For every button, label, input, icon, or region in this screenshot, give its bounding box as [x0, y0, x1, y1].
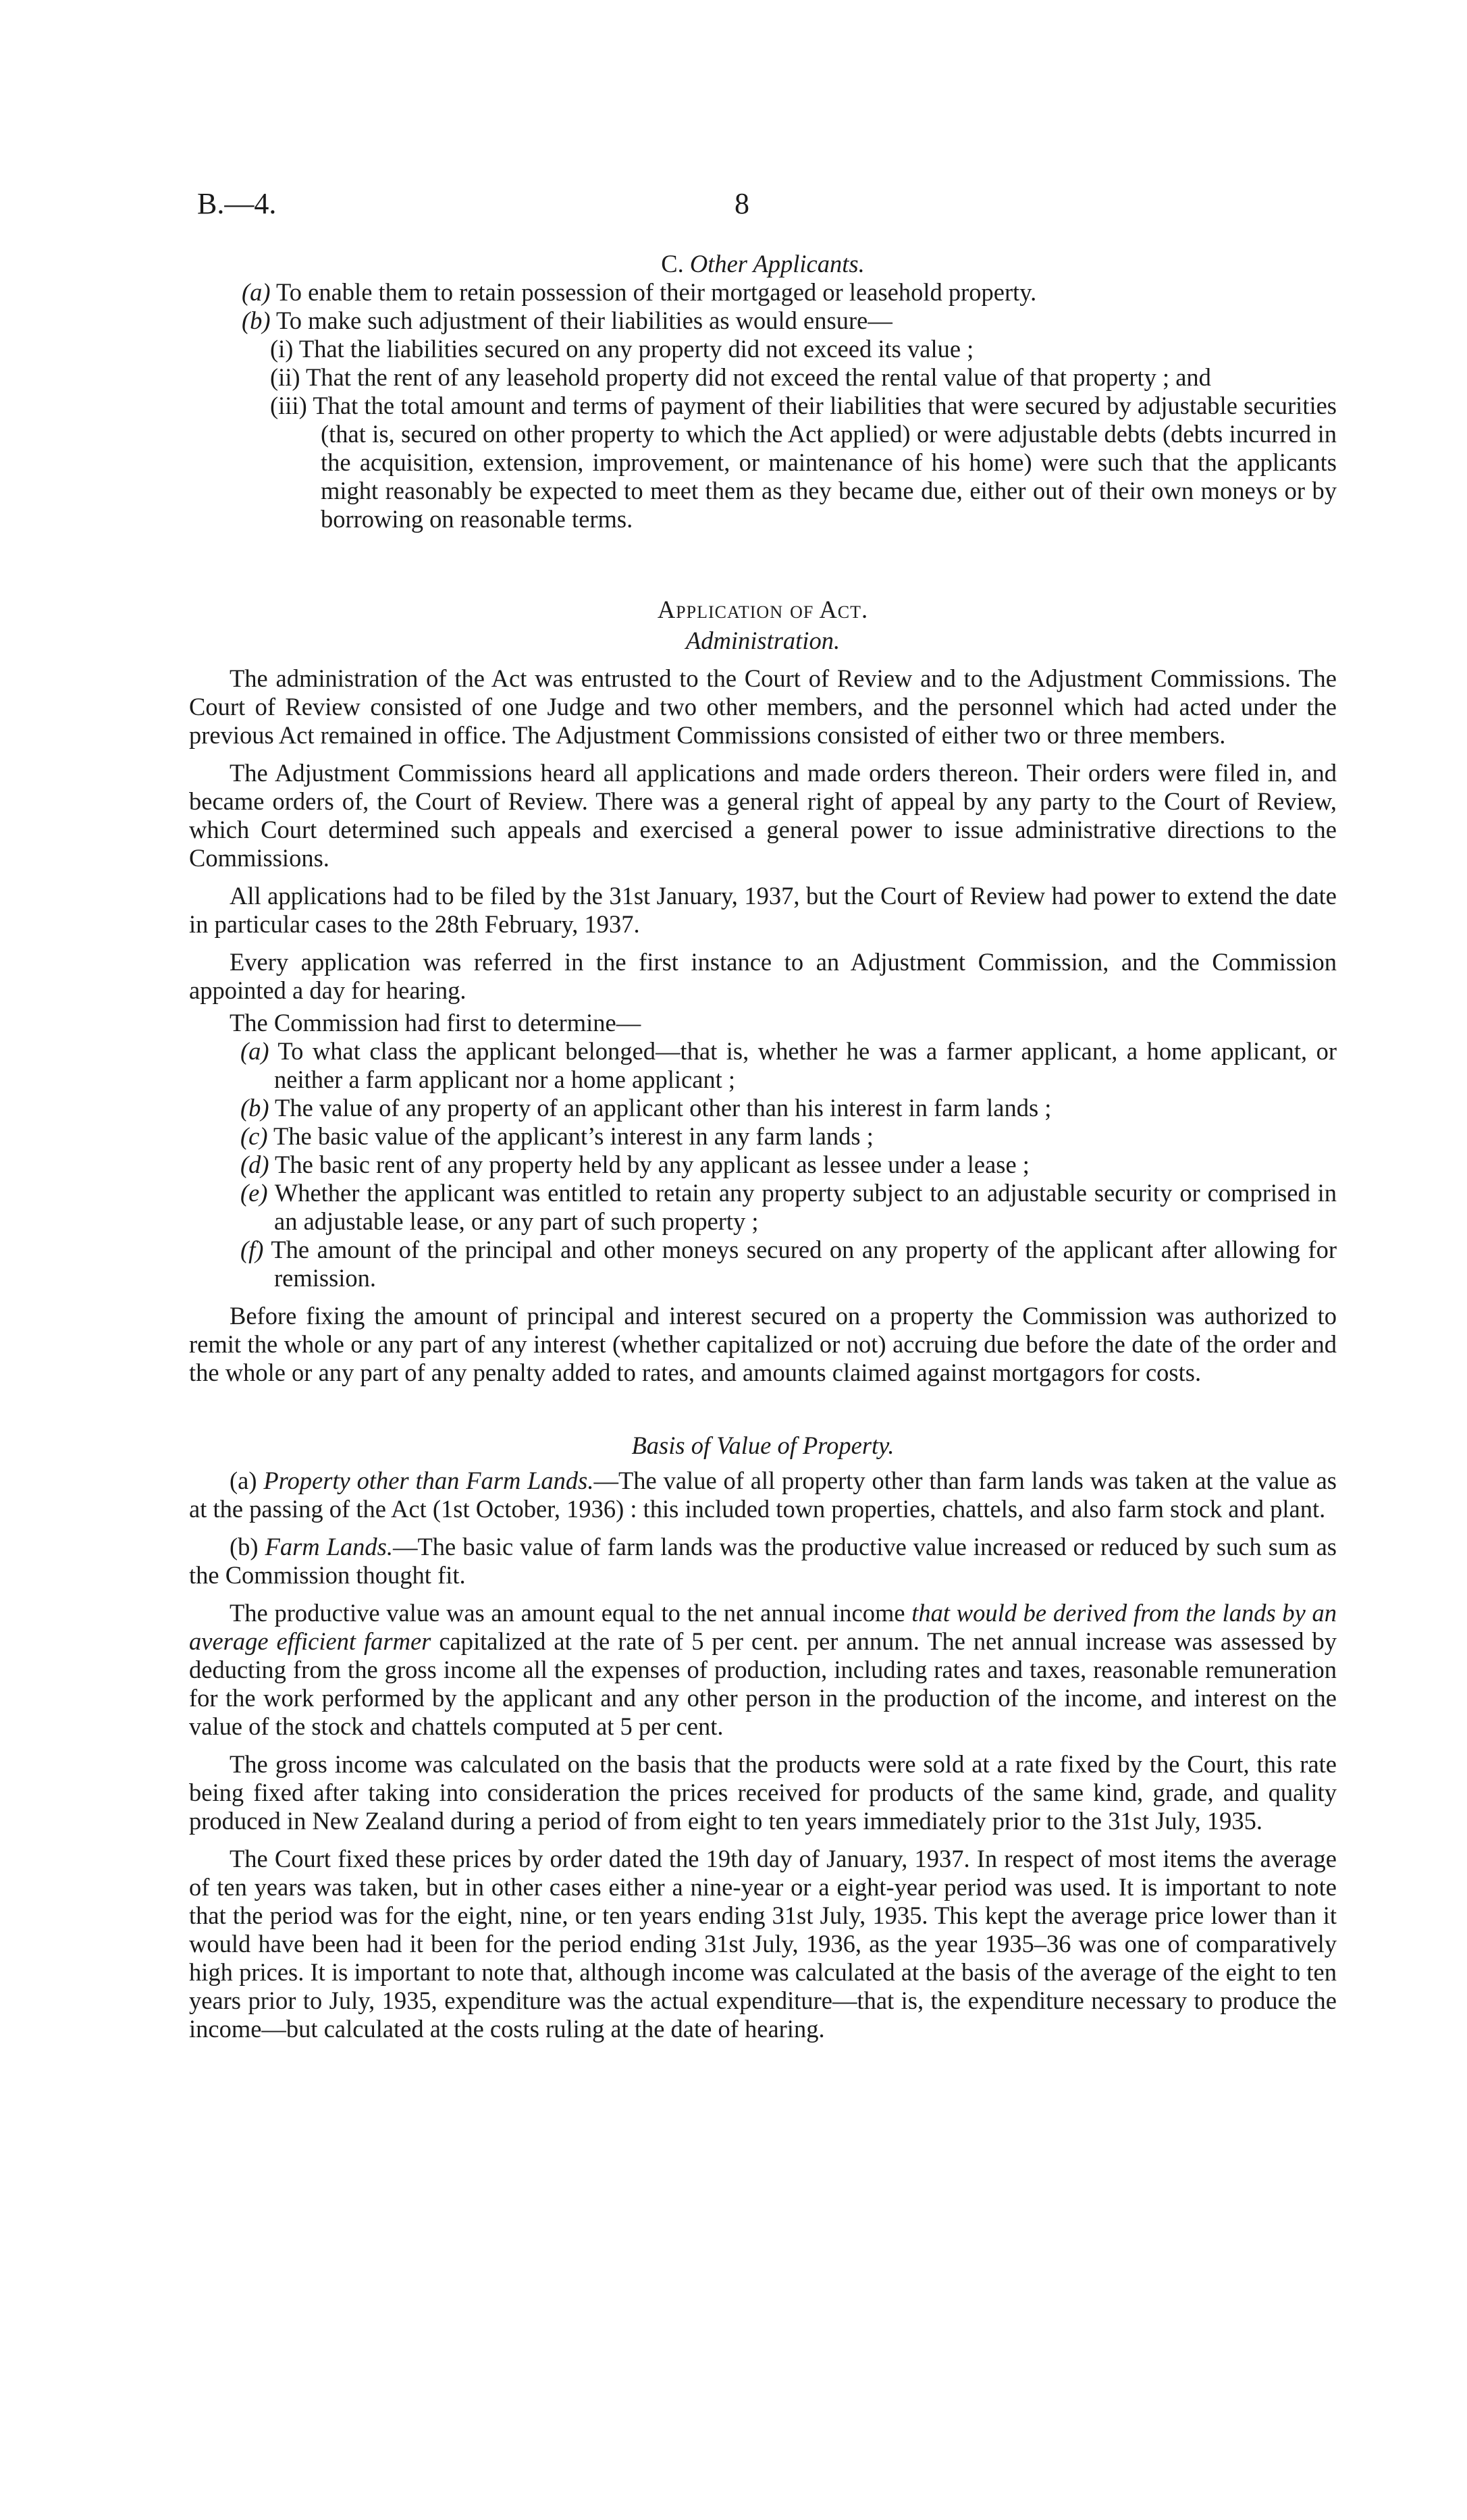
paragraph: (b) Farm Lands.—The basic value of farm lands was the productive value increased or reduced by such sum as the Commission thought fit. [189, 1533, 1337, 1589]
section-heading-basis: Basis of Value of Property. [631, 1432, 895, 1459]
paragraph: The Court fixed these prices by order dated the 19th day of January, 1937. In respect of most items the average of ten years was taken, but in other cases either a nine-year or a eight-year period was used. It is important to note that the period was for the eight, nine, or ten years ending 31st July, 1935. This kept the average price lower than it would have been had it been for the period ending 31st July, 1936, as the year 1935–36 was one of comparatively high prices. It is important to note that, although income was calculated at the basis of the average of the eight to ten years prior to July, 1935, expenditure was the actual expenditure—that is, the expenditure necessary to produce the income—but calculated at the costs ruling at the date of hearing. [189, 1845, 1337, 2043]
list-item: (f) The amount of the principal and other moneys secured on any property of the applicant after allowing for remission. [240, 1236, 1337, 1292]
report-reference: B.—4. [197, 187, 277, 220]
section-c-heading: C. Other Applicants. [661, 250, 865, 278]
paragraph: The Commission had first to determine— [230, 1009, 641, 1036]
subheading-administration: Administration. [685, 627, 841, 654]
paragraph: Every application was referred in the first instance to an Adjustment Commission, and the Commission appointed a day for hearing. [189, 948, 1337, 1004]
list-item: (d) The basic rent of any property held by any applicant as lessee under a lease ; [240, 1151, 1030, 1178]
paragraph: The gross income was calculated on the basis that the products were sold at a rate fixed by the Court, this rate being fixed after taking into consideration the prices received for products of the same kind, grade, and quality produced in New Zealand during a period of from eight to ten years immediately prior to the 31st July, 1935. [189, 1750, 1337, 1835]
list-item: (b) The value of any property of an applicant other than his interest in farm lands ; [240, 1094, 1052, 1122]
paragraph: Before fixing the amount of principal and interest secured on a property the Commission was authorized to remit the whole or any part of any interest (whether capitalized or not) accruing due before the date of the order and the whole or any part of any penalty added to rates, and amounts claimed against mortgagors for costs. [189, 1302, 1337, 1386]
paragraph: All applications had to be filed by the 31st January, 1937, but the Court of Review had power to extend the date in particular cases to the 28th February, 1937. [189, 882, 1337, 938]
list-item: (e) Whether the applicant was entitled to retain any property subject to an adjustable security or comprised in an adjustable lease, or any part of such property ; [240, 1179, 1337, 1235]
section-heading-application: Application of Act. [657, 596, 869, 623]
sub-list-item: (ii) That the rent of any leasehold property did not exceed the rental value of that property ; and [270, 363, 1211, 391]
list-item: (a) To what class the applicant belonged—that is, whether he was a farmer applicant, a home applicant, or neither a farm applicant nor a home applicant ; [240, 1037, 1337, 1093]
paragraph: The productive value was an amount equal to the net annual income that would be derived from the lands by an average efficient farmer capitalized at the rate of 5 per cent. per annum. The net annual increase was assessed by deducting from the gross income all the expenses of production, including rates and taxes, reasonable remuneration for the work performed by the applicant and any other person in the production of the income, and interest on the value of the stock and chattels computed at 5 per cent. [189, 1599, 1337, 1740]
list-item: (a) To enable them to retain possession of their mortgaged or leasehold property. [242, 278, 1037, 306]
sub-list-item: (iii) That the total amount and terms of payment of their liabilities that were secured by adjustable securities (that is, secured on other property to which the Act applied) or were adjustable debts (debts incurred in the acquisition, extension, improvement, or maintenance of his home) were such that the applicants might reasonably be expected to meet them as they became due, either out of their own moneys or by borrowing on reasonable terms. [270, 392, 1337, 533]
page-content [189, 250, 1337, 2043]
sub-list-item: (i) That the liabilities secured on any property did not exceed its value ; [270, 335, 974, 363]
paragraph: (a) Property other than Farm Lands.—The value of all property other than farm lands was taken at the value as at the passing of the Act (1st October, 1936) : this included town properties, chattels, and also farm stock and plant. [189, 1467, 1337, 1523]
paragraph: The Adjustment Commissions heard all applications and made orders thereon. Their orders were filed in, and became orders of, the Court of Review. There was a general right of appeal by any party to the Court of Review, which Court determined such appeals and exercised a general power to issue administrative directions to the Commissions. [189, 759, 1337, 872]
paragraph: The administration of the Act was entrusted to the Court of Review and to the Adjustment Commissions. The Court of Review consisted of one Judge and two other members, and the personnel which had acted under the previous Act remained in office. The Adjustment Commissions consisted of either two or three members. [189, 664, 1337, 749]
page-number: 8 [735, 187, 749, 220]
list-item: (b) To make such adjustment of their liabilities as would ensure— [242, 307, 892, 334]
list-item: (c) The basic value of the applicant’s interest in any farm lands ; [240, 1122, 874, 1150]
